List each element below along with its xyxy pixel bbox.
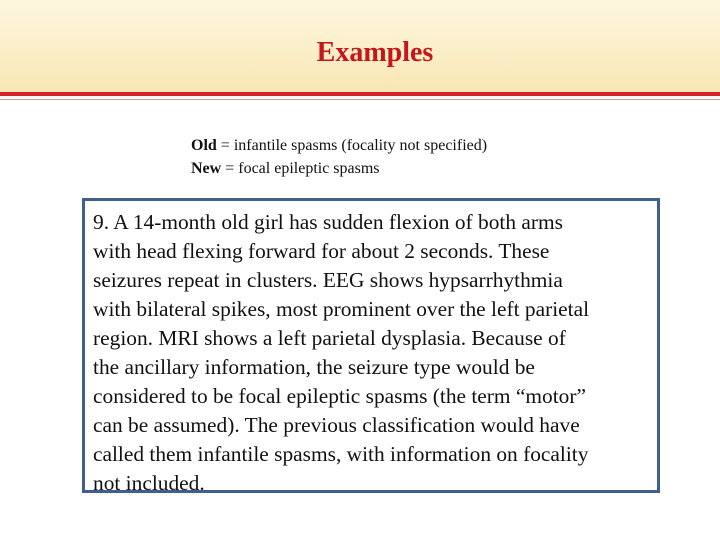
case-line: called them infantile spasms, with information on focality — [93, 442, 589, 466]
case-line: with bilateral spikes, most prominent over the left parietal — [93, 297, 590, 321]
title-divider — [0, 92, 720, 96]
case-description — [93, 208, 657, 498]
case-line: considered to be focal epileptic spasms (the term “motor” — [93, 384, 586, 408]
case-line: not included. — [93, 471, 205, 495]
case-line: with head flexing forward for about 2 seconds. These — [93, 239, 550, 263]
case-example-box — [82, 198, 660, 493]
title-divider-thin — [0, 99, 720, 100]
old-text: = infantile spasms (focality not specified) — [216, 137, 488, 154]
case-line: region. MRI shows a left parietal dysplasia. Because of — [93, 326, 566, 350]
case-line: 9. A 14-month old girl has sudden flexion of both arms — [93, 210, 563, 234]
old-label: Old — [191, 137, 217, 154]
new-classification-row — [191, 157, 487, 180]
new-text: = focal epileptic spasms — [221, 160, 380, 177]
case-line: can be assumed). The previous classification would have — [93, 413, 580, 437]
new-label: New — [191, 160, 222, 177]
slide-title: Examples — [316, 37, 434, 68]
case-line: the ancillary information, the seizure type would be — [93, 355, 535, 379]
old-classification-row — [191, 134, 487, 157]
classification-comparison — [191, 134, 487, 180]
case-line: seizures repeat in clusters. EEG shows hypsarrhythmia — [93, 268, 563, 292]
